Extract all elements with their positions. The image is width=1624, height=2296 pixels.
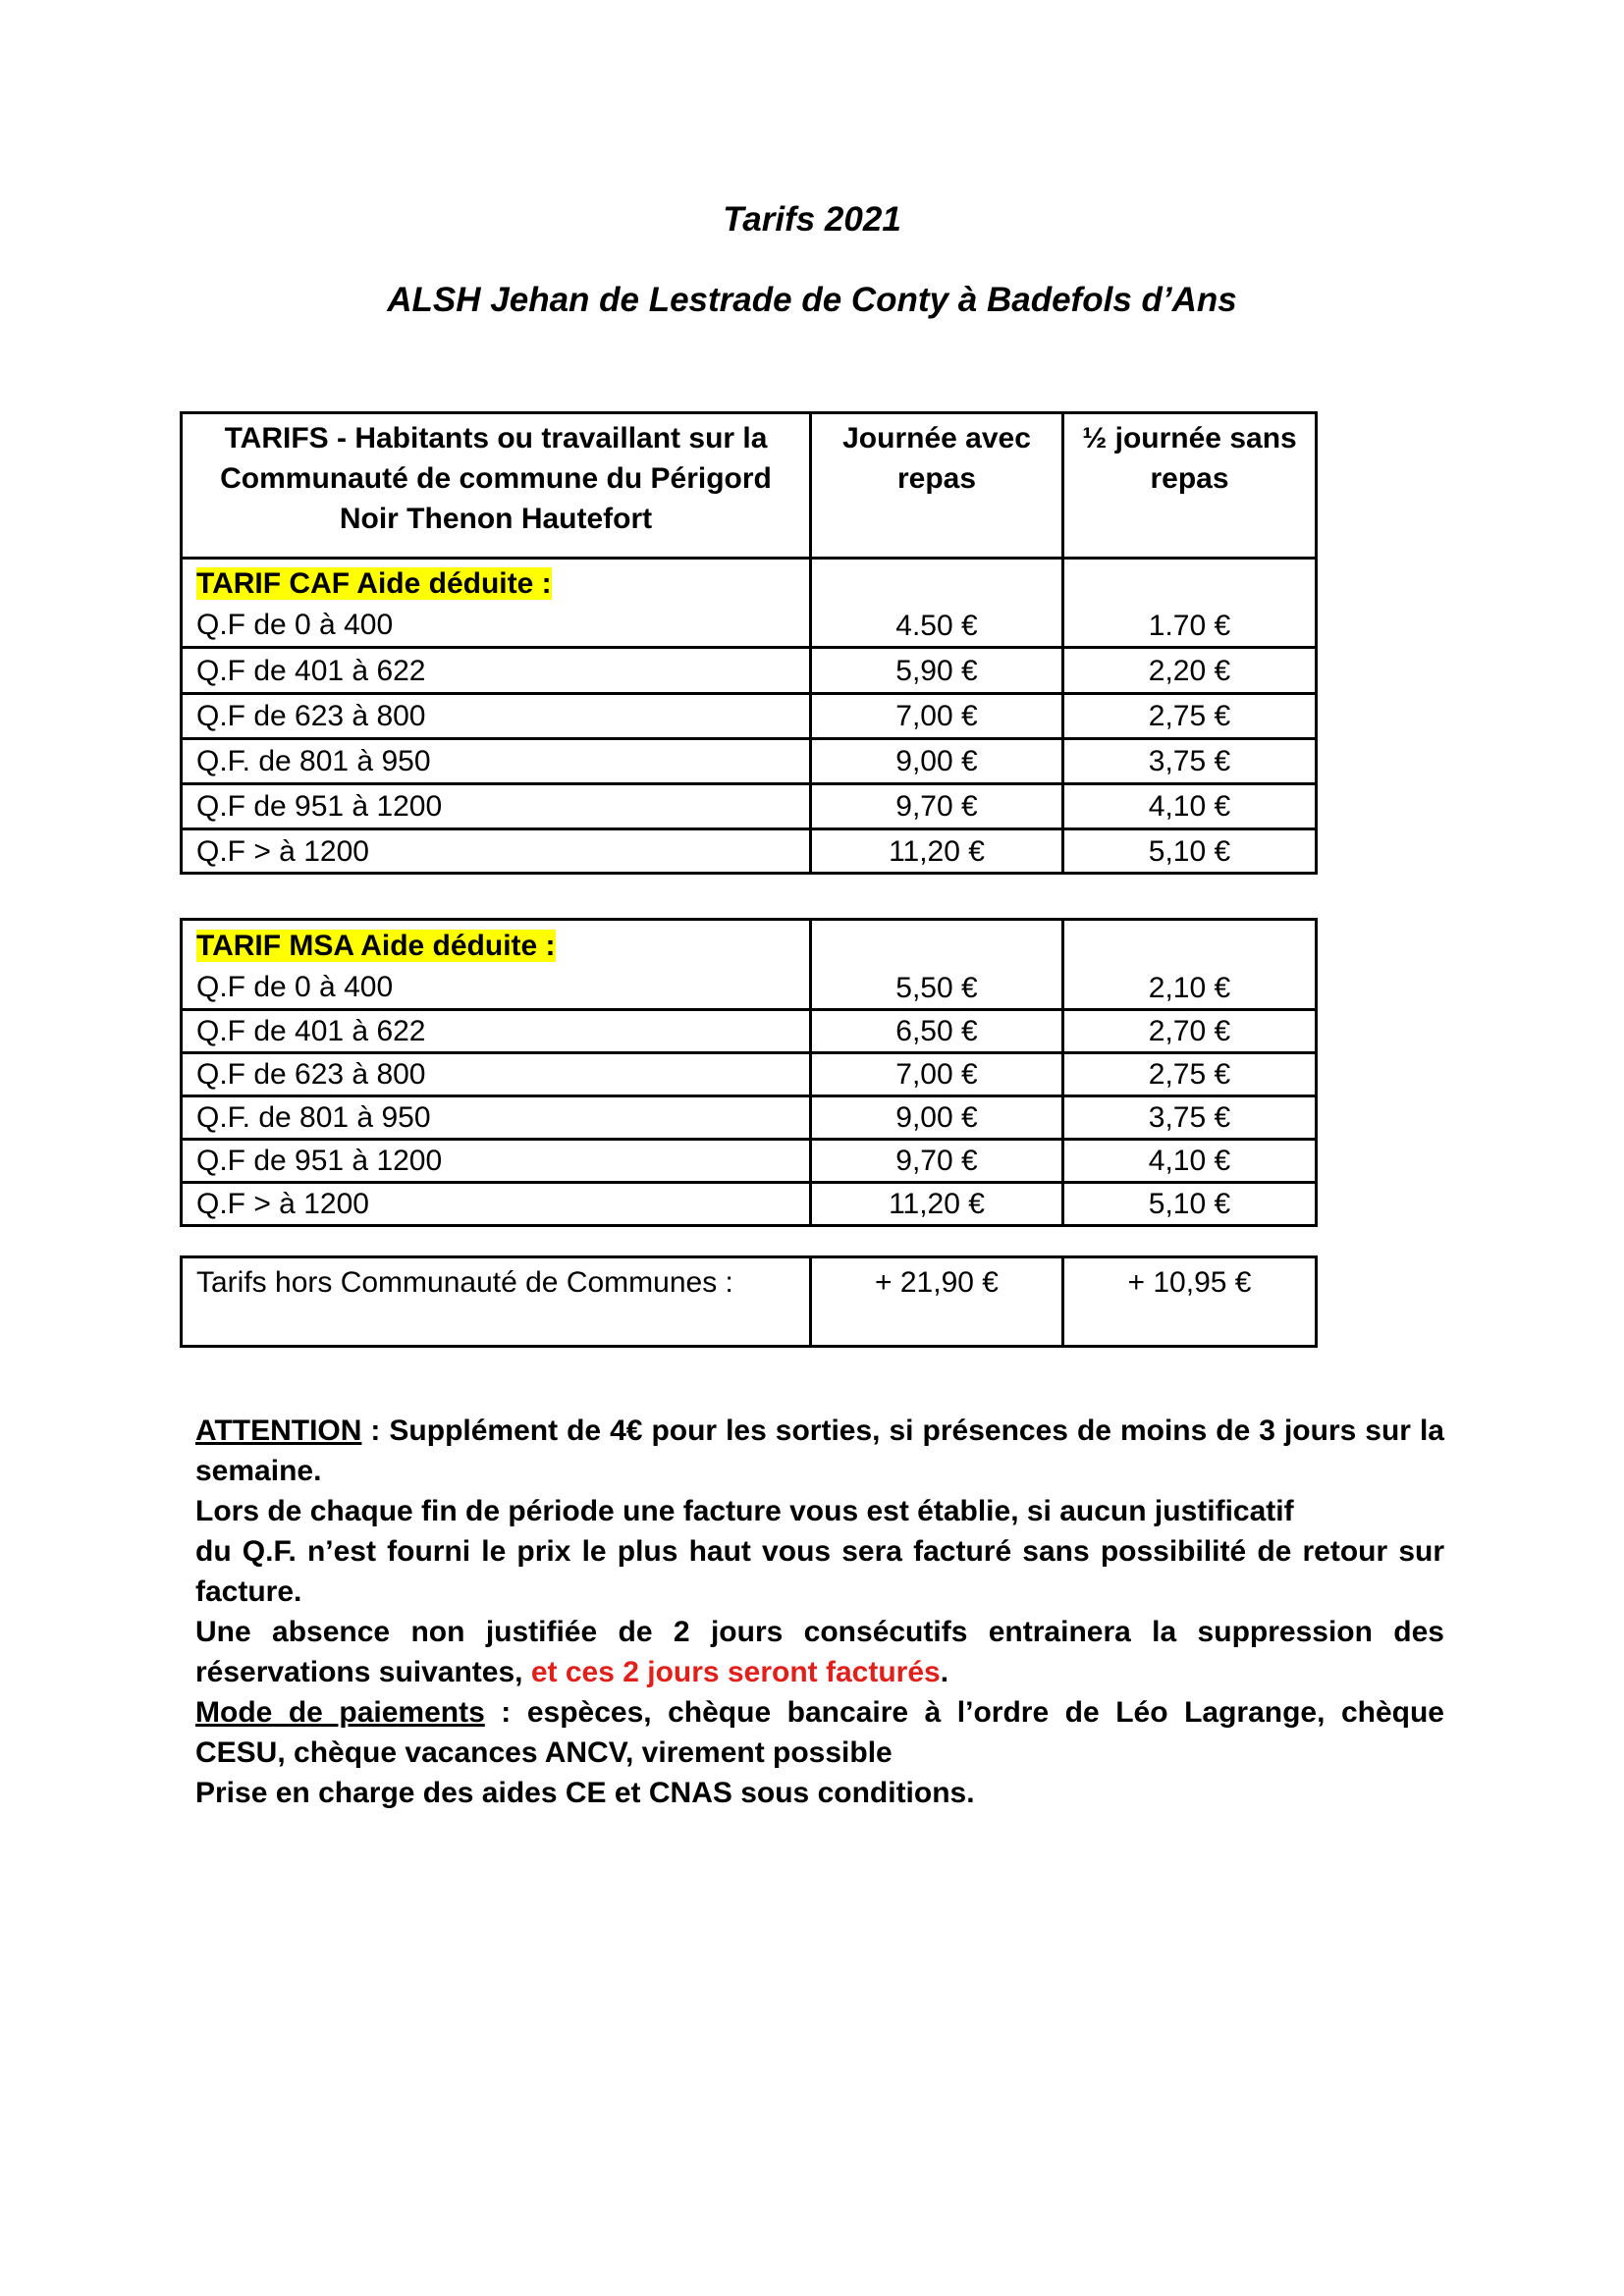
row-half-price: 4,10 € xyxy=(1063,784,1317,829)
table-row xyxy=(182,1010,1317,1053)
msa-group-cell xyxy=(182,920,811,1010)
table-row xyxy=(182,1257,1317,1347)
row-day-price: 9,70 € xyxy=(811,1140,1063,1183)
invoice-note: Lors de chaque fin de période une facture vous est établie, si aucun justificatif xyxy=(195,1495,1294,1527)
outside-half-price: + 10,95 € xyxy=(1063,1257,1317,1347)
row-day-price: 11,20 € xyxy=(811,829,1063,874)
outside-tariff-table xyxy=(180,1255,1318,1348)
row-day-price: 11,20 € xyxy=(811,1183,1063,1226)
payment-label: Mode de paiements xyxy=(195,1696,485,1729)
row-range: Q.F de 401 à 622 xyxy=(182,648,811,694)
absence-text: Une absence non justifiée de 2 jours consécutifs entrainera la suppression des réservations suivantes, xyxy=(195,1616,1444,1688)
attention-note xyxy=(195,1411,1444,1491)
row-range: Q.F de 401 à 622 xyxy=(182,1010,811,1053)
row-half-price: 4,10 € xyxy=(1063,1140,1317,1183)
row-range: Q.F de 623 à 800 xyxy=(182,1053,811,1096)
page-title: Tarifs 2021 xyxy=(723,200,901,239)
absence-note xyxy=(195,1612,1444,1692)
notes-section xyxy=(195,1411,1444,1813)
msa-group-label: TARIF MSA Aide déduite : xyxy=(196,930,556,962)
row-day-price: 9,00 € xyxy=(811,1096,1063,1140)
row-day-price: 4.50 € xyxy=(811,559,1063,648)
payment-text: : espèces, chèque bancaire à l’ordre de Léo Lagrange, chèque CESU, chèque vacances ANCV, virement possible xyxy=(195,1696,1444,1769)
row-half-price: 3,75 € xyxy=(1063,739,1317,784)
header-half-day: ½ journée sans repas xyxy=(1063,413,1317,559)
row-half-price: 3,75 € xyxy=(1063,1096,1317,1140)
row-range: Q.F > à 1200 xyxy=(182,1183,811,1226)
table-row xyxy=(182,559,1317,648)
payment-note xyxy=(195,1692,1444,1773)
row-half-price: 2,10 € xyxy=(1063,920,1317,1010)
row-day-price: 5,50 € xyxy=(811,920,1063,1010)
absence-end: . xyxy=(940,1656,949,1688)
row-half-price: 1.70 € xyxy=(1063,559,1317,648)
table-header-row xyxy=(182,413,1317,559)
row-range: Q.F de 623 à 800 xyxy=(182,694,811,739)
row-day-price: 9,00 € xyxy=(811,739,1063,784)
table-row xyxy=(182,694,1317,739)
row-range: Q.F de 0 à 400 xyxy=(196,971,394,1003)
row-day-price: 6,50 € xyxy=(811,1010,1063,1053)
row-half-price: 5,10 € xyxy=(1063,1183,1317,1226)
table-row xyxy=(182,1183,1317,1226)
caf-group-label: TARIF CAF Aide déduite : xyxy=(196,567,552,600)
table-row xyxy=(182,784,1317,829)
page-subtitle: ALSH Jehan de Lestrade de Conty à Badefols d’Ans xyxy=(387,281,1237,319)
header-full-day: Journée avec repas xyxy=(811,413,1063,559)
table-row xyxy=(182,1140,1317,1183)
table-row xyxy=(182,920,1317,1010)
row-half-price: 2,75 € xyxy=(1063,1053,1317,1096)
aid-note: Prise en charge des aides CE et CNAS sous conditions. xyxy=(195,1777,975,1809)
row-day-price: 7,00 € xyxy=(811,694,1063,739)
row-range: Q.F de 951 à 1200 xyxy=(182,1140,811,1183)
row-half-price: 2,70 € xyxy=(1063,1010,1317,1053)
absence-warning: et ces 2 jours seront facturés xyxy=(522,1656,941,1688)
row-half-price: 2,20 € xyxy=(1063,648,1317,694)
row-day-price: 9,70 € xyxy=(811,784,1063,829)
attention-text: : Supplément de 4€ pour les sorties, si présences de moins de 3 jours sur la semaine. xyxy=(195,1415,1444,1487)
row-half-price: 5,10 € xyxy=(1063,829,1317,874)
table-row xyxy=(182,1096,1317,1140)
caf-tariff-table xyxy=(180,411,1318,875)
row-half-price: 2,75 € xyxy=(1063,694,1317,739)
row-range: Q.F de 951 à 1200 xyxy=(182,784,811,829)
table-row xyxy=(182,829,1317,874)
row-range: Q.F. de 801 à 950 xyxy=(182,1096,811,1140)
outside-day-price: + 21,90 € xyxy=(811,1257,1063,1347)
table-row xyxy=(182,1053,1317,1096)
row-day-price: 7,00 € xyxy=(811,1053,1063,1096)
table-row xyxy=(182,739,1317,784)
msa-tariff-table xyxy=(180,918,1318,1227)
qf-note: du Q.F. n’est fourni le prix le plus haut vous sera facturé sans possibilité de retour sur facture. xyxy=(195,1535,1444,1608)
row-range: Q.F. de 801 à 950 xyxy=(182,739,811,784)
table-row xyxy=(182,648,1317,694)
outside-label: Tarifs hors Communauté de Communes : xyxy=(182,1257,811,1347)
row-range: Q.F de 0 à 400 xyxy=(196,609,394,641)
attention-label: ATTENTION xyxy=(195,1415,362,1447)
header-residents: TARIFS - Habitants ou travaillant sur la Communauté de commune du Périgord Noir Thenon Hautefort xyxy=(182,413,811,559)
caf-group-cell xyxy=(182,559,811,648)
row-range: Q.F > à 1200 xyxy=(182,829,811,874)
row-day-price: 5,90 € xyxy=(811,648,1063,694)
